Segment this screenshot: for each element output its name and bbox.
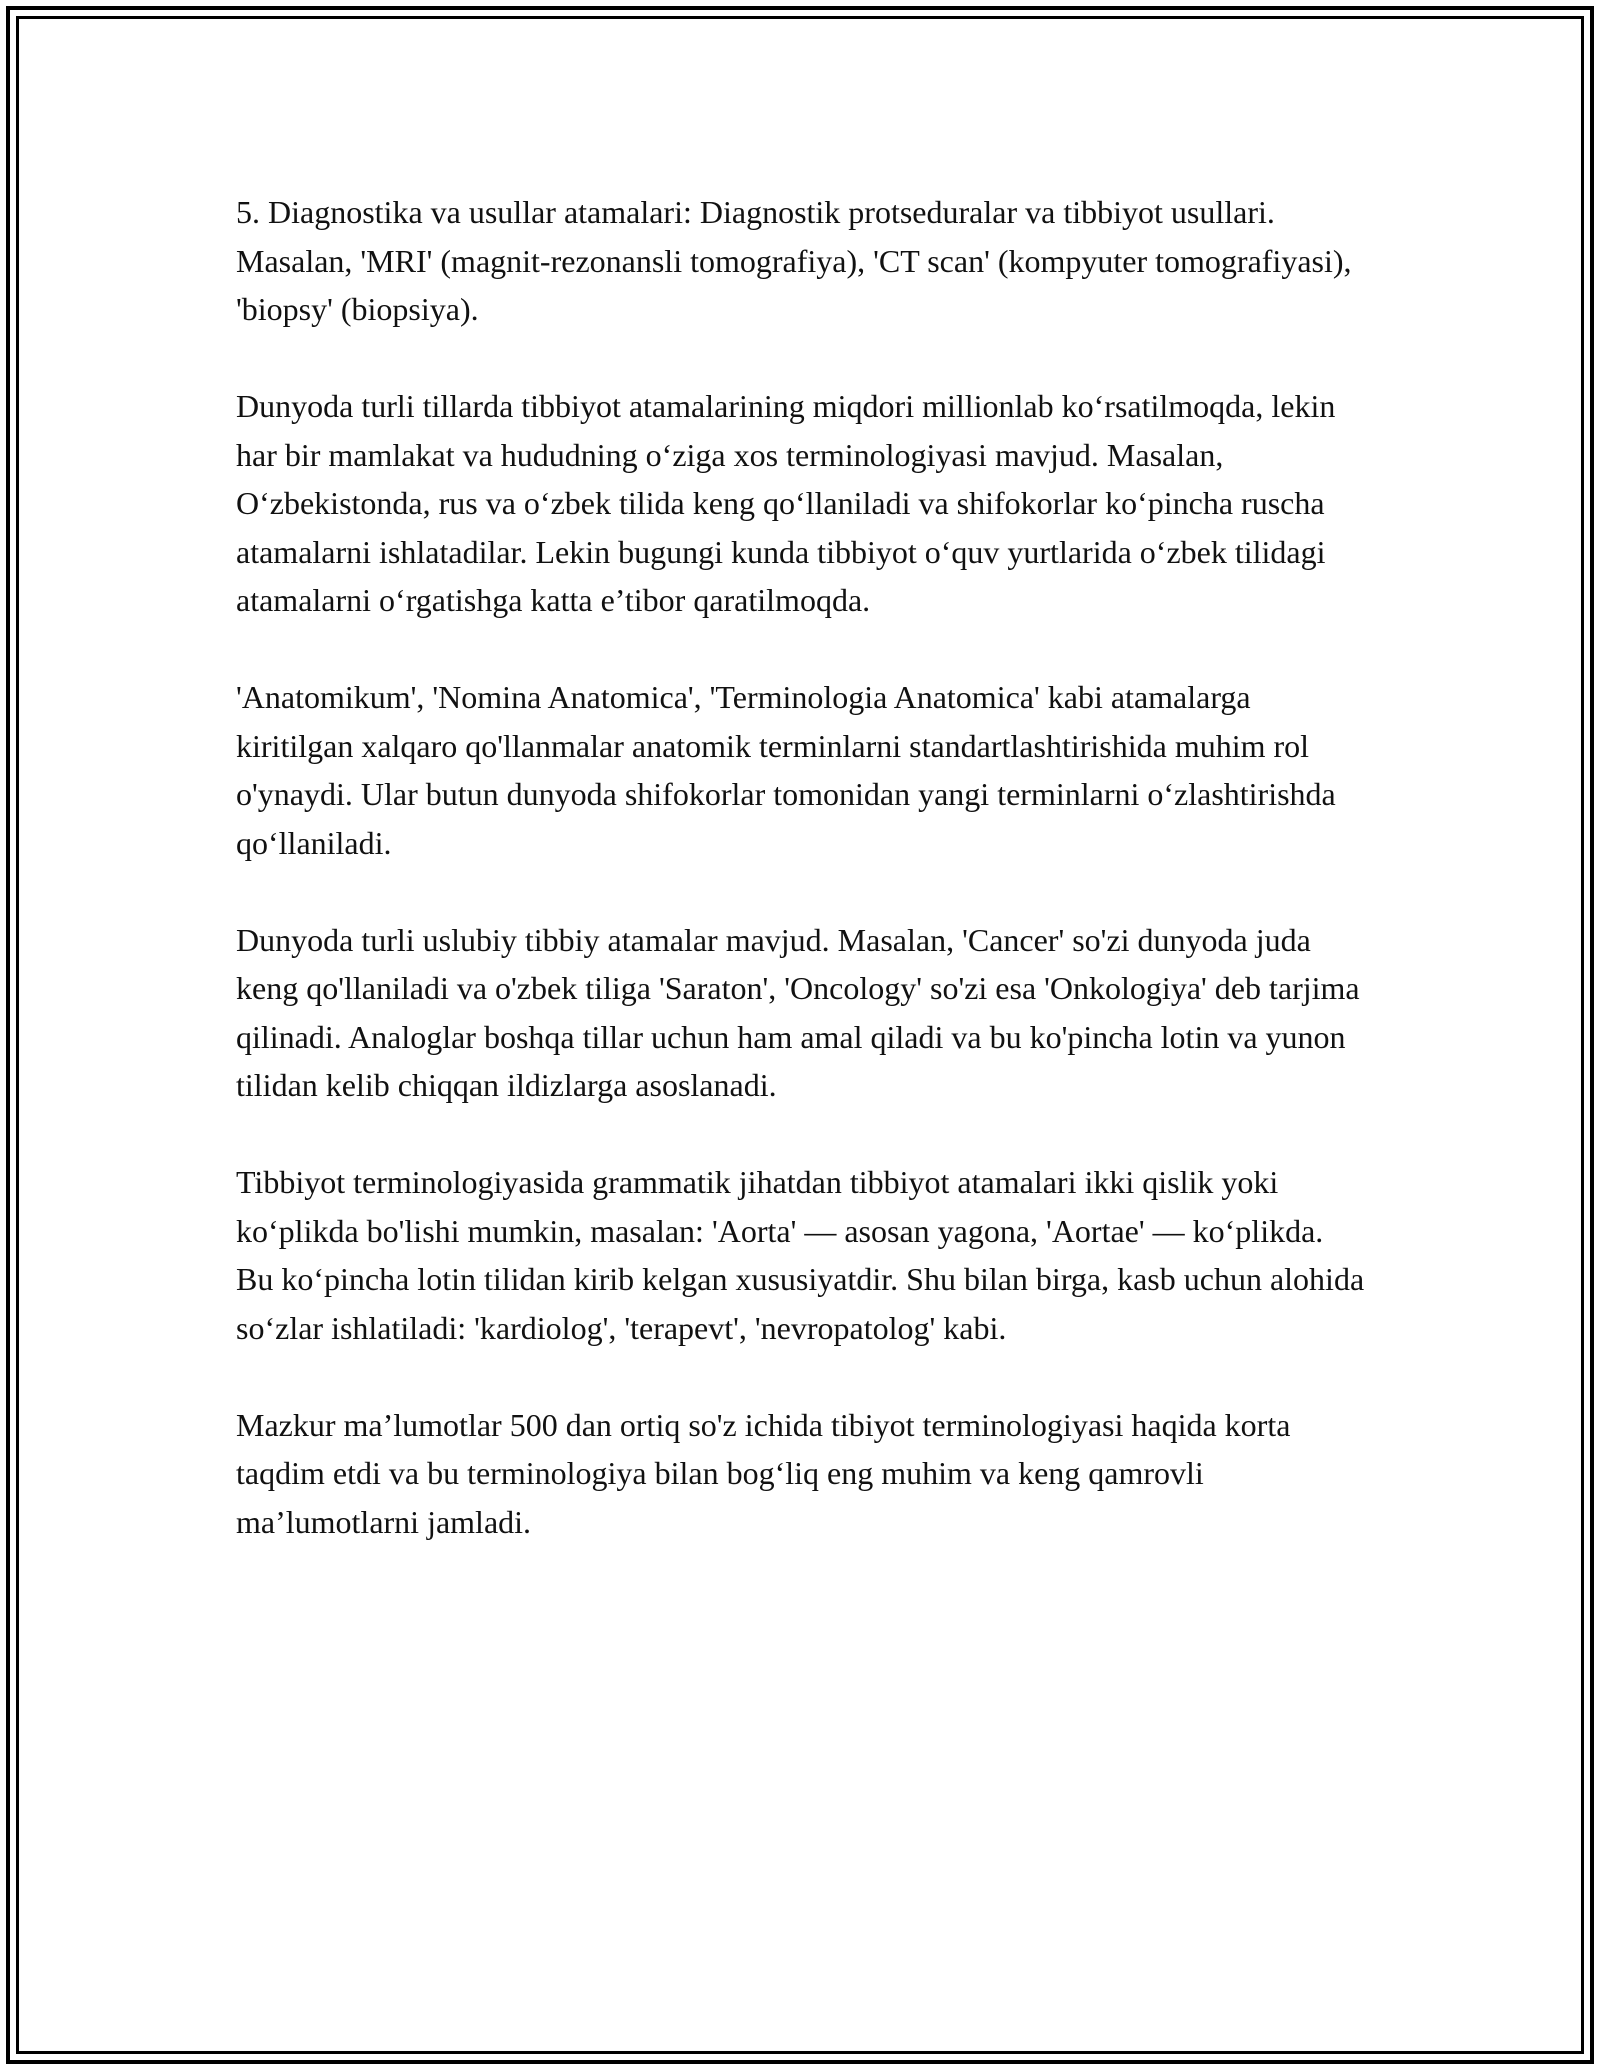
paragraph-world-terminology: Dunyoda turli tillarda tibbiyot atamalarining miqdori millionlab ko‘rsatilmoqda, lekin har bir mamlakat va hududning o‘ziga xos terminologiyasi mavjud. Masalan, O‘zbekistonda, rus va o‘zbek tilida keng qo‘llaniladi va shifokorlar ko‘pincha ruscha atamalarni ishlatadilar. Lekin bugungi kunda tibbiyot o‘quv yurtlarida o‘zbek tilidagi atamalarni o‘rgatishga katta e’tibor qaratilmoqda.: [236, 388, 1336, 618]
paragraph-diagnostics: 5. Diagnostika va usullar atamalari: Diagnostik protseduralar va tibbiyot usullari. Masalan, 'MRI' (magnit-rezonansli tomografiya), 'CT scan' (kompyuter tomografiyasi), 'biopsy' (biopsiya).: [236, 194, 1352, 327]
document-body: [236, 188, 1368, 1595]
paragraph-anatomical-standards: 'Anatomikum', 'Nomina Anatomica', 'Terminologia Anatomica' kabi atamalarga kiritilgan xalqaro qo'llanmalar anatomik terminlarni standartlashtirishida muhim rol o'ynaydi. Ular butun dunyoda shifokorlar tomonidan yangi terminlarni o‘zlashtirishda qo‘llaniladi.: [236, 679, 1336, 861]
paragraph-term-translation: Dunyoda turli uslubiy tibbiy atamalar mavjud. Masalan, 'Cancer' so'zi dunyoda juda keng qo'llaniladi va o'zbek tiliga 'Saraton', 'Oncology' so'zi esa 'Onkologiya' deb tarjima qilinadi. Analoglar boshqa tillar uchun ham amal qiladi va bu ko'pincha lotin va yunon tilidan kelib chiqqan ildizlarga asoslanadi.: [236, 921, 1360, 1103]
paragraph-grammar: Tibbiyot terminologiyasida grammatik jihatdan tibbiyot atamalari ikki qislik yoki ko‘plikda bo'lishi mumkin, masalan: 'Aorta' — asosan yagona, 'Aortae' — ko‘plikda. Bu ko‘pincha lotin tilidan kirib kelgan xususiyatdir. Shu bilan birga, kasb uchun alohida so‘zlar ishlatiladi: 'kardiolog', 'terapevt', 'nevropatolog' kabi.: [236, 1164, 1365, 1346]
paragraph-conclusion: Mazkur ma’lumotlar 500 dan ortiq so'z ichida tibiyot terminologiyasi haqida korta taqdim etdi va bu terminologiya bilan bog‘liq eng muhim va keng qamrovli ma’lumotlarni jamladi.: [236, 1406, 1291, 1540]
